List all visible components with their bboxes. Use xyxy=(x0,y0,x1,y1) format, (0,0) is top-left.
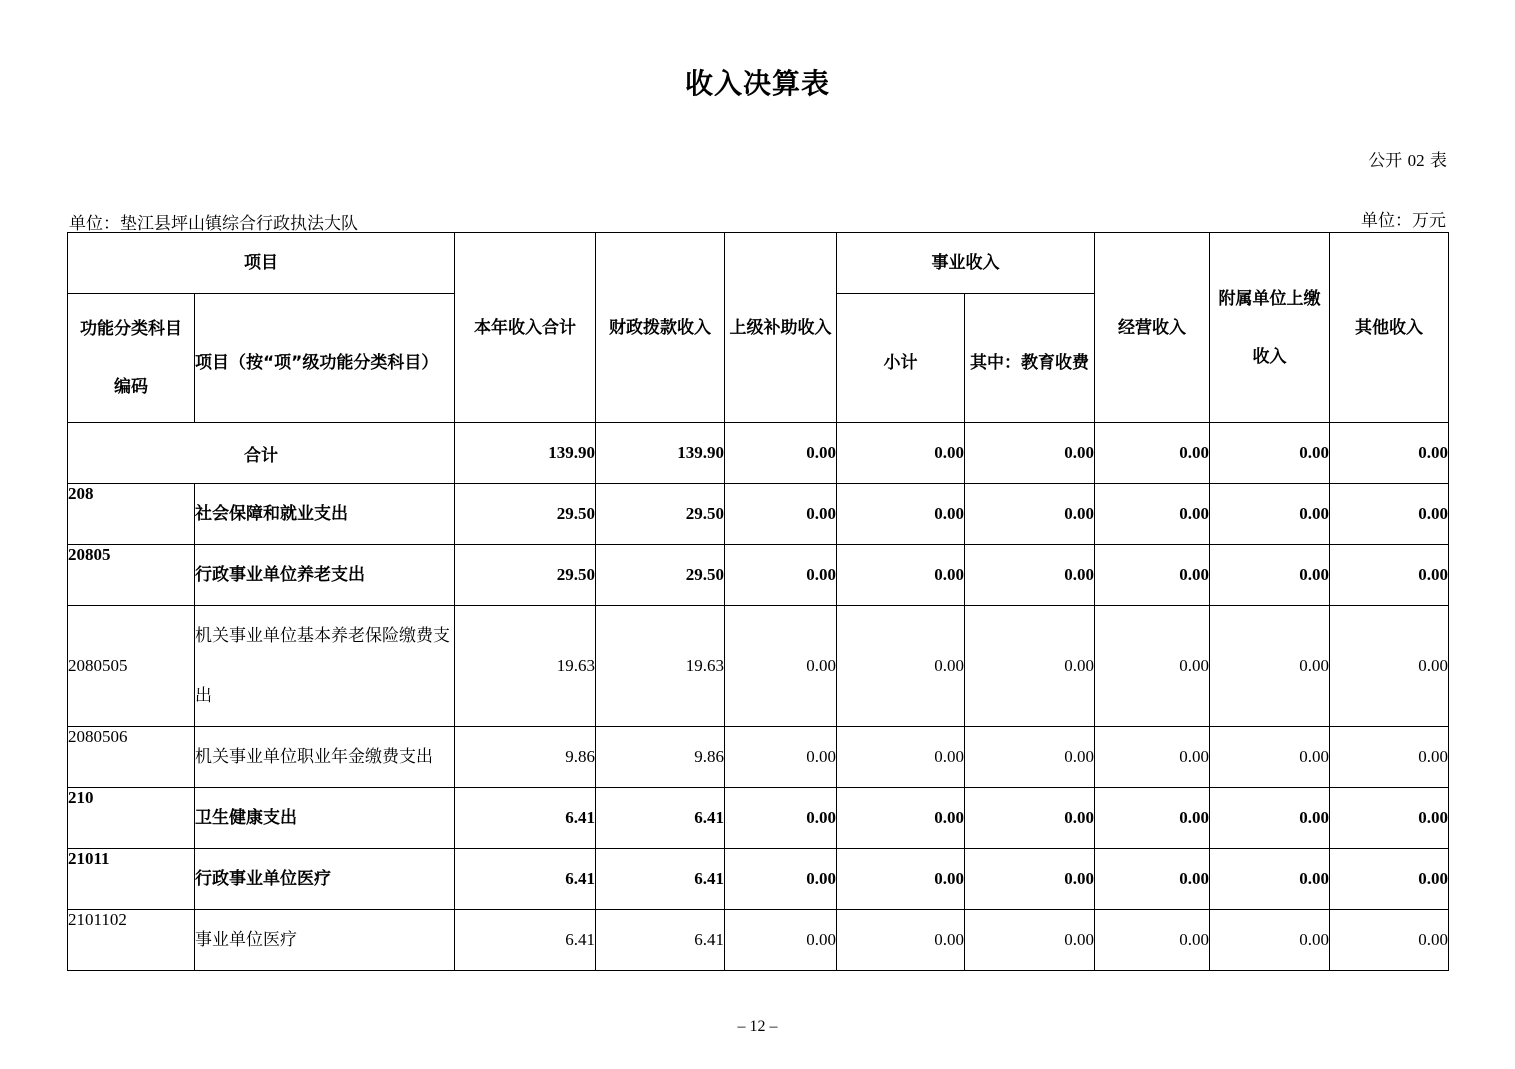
total-cell: 0.00 xyxy=(1095,423,1210,484)
income-table xyxy=(67,232,1449,971)
row-value: 6.41 xyxy=(596,910,725,971)
row-value: 0.00 xyxy=(725,788,837,849)
total-label: 合计 xyxy=(68,423,455,484)
row-value: 19.63 xyxy=(596,606,725,727)
row-name: 机关事业单位基本养老保险缴费支出 xyxy=(195,606,455,727)
row-value: 0.00 xyxy=(725,545,837,606)
row-value: 0.00 xyxy=(837,849,965,910)
row-value: 6.41 xyxy=(455,788,596,849)
row-value: 0.00 xyxy=(1095,606,1210,727)
header-operating: 经营收入 xyxy=(1095,233,1210,423)
header-career-income: 事业收入 xyxy=(837,233,1095,294)
row-value: 0.00 xyxy=(965,910,1095,971)
table-row xyxy=(68,484,1449,545)
row-value: 0.00 xyxy=(725,849,837,910)
row-value: 0.00 xyxy=(1095,849,1210,910)
header-row-1 xyxy=(68,233,1449,294)
table-row xyxy=(68,545,1449,606)
row-name: 机关事业单位职业年金缴费支出 xyxy=(195,727,455,788)
row-value: 0.00 xyxy=(1330,545,1449,606)
row-value: 0.00 xyxy=(1330,849,1449,910)
row-value: 29.50 xyxy=(596,484,725,545)
page-number: – 12 – xyxy=(737,1018,778,1035)
row-code: 210 xyxy=(68,788,195,849)
header-item-name xyxy=(195,294,455,423)
total-cell: 0.00 xyxy=(1330,423,1449,484)
header-subtotal-text: 小计 xyxy=(883,353,918,373)
row-value: 0.00 xyxy=(1330,910,1449,971)
total-cell: 139.90 xyxy=(455,423,596,484)
page-title: 收入决算表 xyxy=(684,67,830,100)
row-code: 21011 xyxy=(68,849,195,910)
row-value: 0.00 xyxy=(725,606,837,727)
row-value: 0.00 xyxy=(725,727,837,788)
row-value: 0.00 xyxy=(1210,910,1330,971)
row-value: 0.00 xyxy=(1330,727,1449,788)
total-cell: 0.00 xyxy=(837,423,965,484)
total-cell: 0.00 xyxy=(1210,423,1330,484)
row-value: 0.00 xyxy=(1210,727,1330,788)
row-value: 0.00 xyxy=(1330,484,1449,545)
row-value: 6.41 xyxy=(455,910,596,971)
row-name: 卫生健康支出 xyxy=(195,788,455,849)
row-value: 6.41 xyxy=(455,849,596,910)
row-value: 0.00 xyxy=(1095,484,1210,545)
form-number xyxy=(1368,146,1447,171)
row-value: 0.00 xyxy=(837,788,965,849)
header-affiliated: 附属单位上缴收入 xyxy=(1210,233,1330,423)
total-cell: 0.00 xyxy=(965,423,1095,484)
row-code: 2080505 xyxy=(68,606,195,727)
header-fiscal: 财政拨款收入 xyxy=(596,233,725,423)
row-value: 0.00 xyxy=(837,545,965,606)
row-value: 29.50 xyxy=(455,545,596,606)
row-value: 9.86 xyxy=(455,727,596,788)
row-value: 0.00 xyxy=(837,484,965,545)
row-value: 0.00 xyxy=(1210,484,1330,545)
row-value: 0.00 xyxy=(1330,788,1449,849)
header-other: 其他收入 xyxy=(1330,233,1449,423)
row-value: 6.41 xyxy=(596,788,725,849)
row-value: 0.00 xyxy=(1210,788,1330,849)
row-code: 20805 xyxy=(68,545,195,606)
header-project: 项目 xyxy=(68,233,455,294)
form-number-suffix: 表 xyxy=(1430,151,1447,171)
row-value: 0.00 xyxy=(965,788,1095,849)
row-value: 29.50 xyxy=(596,545,725,606)
row-value: 0.00 xyxy=(1095,910,1210,971)
header-total-income: 本年收入合计 xyxy=(455,233,596,423)
row-value: 0.00 xyxy=(965,484,1095,545)
total-cell: 139.90 xyxy=(596,423,725,484)
currency-unit: 单位：万元 xyxy=(1361,211,1446,231)
row-value: 0.00 xyxy=(965,545,1095,606)
row-value: 0.00 xyxy=(1330,606,1449,727)
row-value: 9.86 xyxy=(596,727,725,788)
table-row xyxy=(68,849,1449,910)
row-value: 29.50 xyxy=(455,484,596,545)
row-value: 0.00 xyxy=(837,606,965,727)
row-name: 行政事业单位医疗 xyxy=(195,849,455,910)
header-education-fee xyxy=(965,294,1095,423)
row-value: 0.00 xyxy=(965,727,1095,788)
total-cell: 0.00 xyxy=(725,423,837,484)
row-name: 事业单位医疗 xyxy=(195,910,455,971)
row-value: 0.00 xyxy=(725,910,837,971)
row-name: 行政事业单位养老支出 xyxy=(195,545,455,606)
row-code: 2101102 xyxy=(68,910,195,971)
row-value: 0.00 xyxy=(1210,606,1330,727)
header-item-name-text: 项目（按“项”级功能分类科目） xyxy=(195,353,439,373)
form-number-value: 02 xyxy=(1407,151,1425,170)
header-func-code: 功能分类科目编码 xyxy=(68,294,195,423)
row-value: 0.00 xyxy=(965,606,1095,727)
row-value: 0.00 xyxy=(1095,788,1210,849)
total-row xyxy=(68,423,1449,484)
header-superior-subsidy: 上级补助收入 xyxy=(725,233,837,423)
row-name: 社会保障和就业支出 xyxy=(195,484,455,545)
row-value: 0.00 xyxy=(837,910,965,971)
row-code: 2080506 xyxy=(68,727,195,788)
row-value: 6.41 xyxy=(596,849,725,910)
table-row xyxy=(68,788,1449,849)
row-value: 0.00 xyxy=(837,727,965,788)
row-value: 0.00 xyxy=(965,849,1095,910)
row-value: 0.00 xyxy=(1210,545,1330,606)
header-subtotal xyxy=(837,294,965,423)
row-code: 208 xyxy=(68,484,195,545)
header-education-fee-text: 其中：教育收费 xyxy=(970,353,1089,373)
table-row xyxy=(68,606,1449,727)
table-row xyxy=(68,727,1449,788)
row-value: 0.00 xyxy=(1095,545,1210,606)
reporting-unit: 单位：垫江县坪山镇综合行政执法大队 xyxy=(69,214,358,234)
row-value: 0.00 xyxy=(725,484,837,545)
row-value: 0.00 xyxy=(1210,849,1330,910)
row-value: 19.63 xyxy=(455,606,596,727)
table-row xyxy=(68,910,1449,971)
row-value: 0.00 xyxy=(1095,727,1210,788)
form-number-prefix: 公开 xyxy=(1368,151,1403,171)
